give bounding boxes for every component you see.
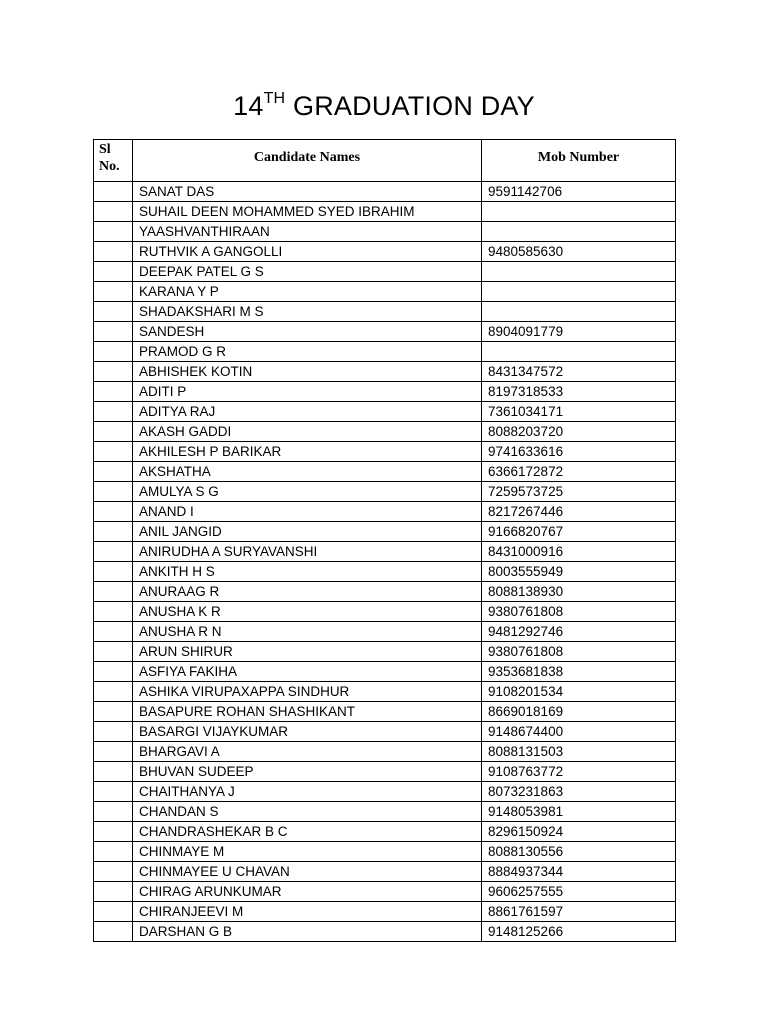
header-mob-number: Mob Number <box>482 140 676 182</box>
title-number: 14 <box>233 91 264 121</box>
candidate-name-cell: BHUVAN SUDEEP <box>133 762 482 782</box>
table-row <box>94 562 676 582</box>
mob-number-cell <box>482 342 676 362</box>
mob-number-cell: 8884937344 <box>482 862 676 882</box>
mob-number-cell: 9380761808 <box>482 602 676 622</box>
mob-number-cell: 8904091779 <box>482 322 676 342</box>
mob-number-cell: 8088203720 <box>482 422 676 442</box>
mob-number-cell: 8003555949 <box>482 562 676 582</box>
candidate-name-cell: ASHIKA VIRUPAXAPPA SINDHUR <box>133 682 482 702</box>
sl-no-cell <box>94 682 133 702</box>
mob-number-cell: 8296150924 <box>482 822 676 842</box>
sl-no-cell <box>94 362 133 382</box>
candidate-name-cell: AKASH GADDI <box>133 422 482 442</box>
table-row <box>94 482 676 502</box>
sl-no-cell <box>94 622 133 642</box>
candidate-name-cell: SHADAKSHARI M S <box>133 302 482 322</box>
table-row <box>94 222 676 242</box>
table-row <box>94 722 676 742</box>
mob-number-cell: 8669018169 <box>482 702 676 722</box>
mob-number-cell: 9166820767 <box>482 522 676 542</box>
candidate-name-cell: CHINMAYE M <box>133 842 482 862</box>
candidate-name-cell: ANUSHA R N <box>133 622 482 642</box>
table-row <box>94 382 676 402</box>
candidate-name-cell: DEEPAK PATEL G S <box>133 262 482 282</box>
candidate-name-cell: AKHILESH P BARIKAR <box>133 442 482 462</box>
table-body <box>94 182 676 942</box>
sl-no-cell <box>94 322 133 342</box>
sl-no-cell <box>94 422 133 442</box>
table-header-row <box>94 140 676 182</box>
sl-no-cell <box>94 582 133 602</box>
table-row <box>94 602 676 622</box>
mob-number-cell: 8088138930 <box>482 582 676 602</box>
candidate-name-cell: SANDESH <box>133 322 482 342</box>
sl-no-cell <box>94 702 133 722</box>
table-row <box>94 182 676 202</box>
sl-no-cell <box>94 302 133 322</box>
candidate-name-cell: ABHISHEK KOTIN <box>133 362 482 382</box>
candidate-name-cell: CHANDAN S <box>133 802 482 822</box>
sl-no-cell <box>94 762 133 782</box>
table-row <box>94 802 676 822</box>
sl-no-cell <box>94 862 133 882</box>
mob-number-cell: 9591142706 <box>482 182 676 202</box>
sl-no-cell <box>94 222 133 242</box>
table-row <box>94 662 676 682</box>
candidate-name-cell: BASAPURE ROHAN SHASHIKANT <box>133 702 482 722</box>
mob-number-cell <box>482 282 676 302</box>
candidate-name-cell: CHIRANJEEVI M <box>133 902 482 922</box>
sl-no-cell <box>94 802 133 822</box>
candidate-name-cell: ADITI P <box>133 382 482 402</box>
sl-no-cell <box>94 402 133 422</box>
table-row <box>94 622 676 642</box>
candidate-name-cell: ARUN SHIRUR <box>133 642 482 662</box>
candidate-name-cell: ANAND I <box>133 502 482 522</box>
candidate-name-cell: CHANDRASHEKAR B C <box>133 822 482 842</box>
table-row <box>94 902 676 922</box>
sl-no-cell <box>94 282 133 302</box>
candidate-name-cell: ANURAAG R <box>133 582 482 602</box>
sl-no-cell <box>94 842 133 862</box>
table-row <box>94 362 676 382</box>
sl-no-cell <box>94 202 133 222</box>
candidate-name-cell: YAASHVANTHIRAAN <box>133 222 482 242</box>
mob-number-cell: 8197318533 <box>482 382 676 402</box>
table-row <box>94 582 676 602</box>
sl-no-cell <box>94 742 133 762</box>
table-row <box>94 442 676 462</box>
table-row <box>94 522 676 542</box>
sl-no-cell <box>94 342 133 362</box>
mob-number-cell: 9148674400 <box>482 722 676 742</box>
sl-no-cell <box>94 502 133 522</box>
sl-no-cell <box>94 602 133 622</box>
sl-no-cell <box>94 462 133 482</box>
table-row <box>94 682 676 702</box>
candidate-name-cell: ANKITH H S <box>133 562 482 582</box>
candidate-name-cell: KARANA Y P <box>133 282 482 302</box>
header-sl-line1: Sl <box>99 142 111 157</box>
table-row <box>94 242 676 262</box>
mob-number-cell: 9108201534 <box>482 682 676 702</box>
sl-no-cell <box>94 642 133 662</box>
mob-number-cell: 9606257555 <box>482 882 676 902</box>
sl-no-cell <box>94 662 133 682</box>
mob-number-cell: 7361034171 <box>482 402 676 422</box>
table-row <box>94 302 676 322</box>
table-row <box>94 402 676 422</box>
candidate-name-cell: CHAITHANYA J <box>133 782 482 802</box>
sl-no-cell <box>94 182 133 202</box>
candidate-name-cell: BHARGAVI A <box>133 742 482 762</box>
mob-number-cell: 7259573725 <box>482 482 676 502</box>
mob-number-cell: 9148125266 <box>482 922 676 942</box>
table-row <box>94 862 676 882</box>
table-row <box>94 822 676 842</box>
sl-no-cell <box>94 262 133 282</box>
candidate-name-cell: DARSHAN G B <box>133 922 482 942</box>
mob-number-cell: 8431000916 <box>482 542 676 562</box>
mob-number-cell: 8861761597 <box>482 902 676 922</box>
sl-no-cell <box>94 242 133 262</box>
mob-number-cell <box>482 202 676 222</box>
mob-number-cell: 9481292746 <box>482 622 676 642</box>
table-row <box>94 742 676 762</box>
mob-number-cell <box>482 262 676 282</box>
candidate-name-cell: ASFIYA FAKIHA <box>133 662 482 682</box>
candidate-name-cell: ANIL JANGID <box>133 522 482 542</box>
sl-no-cell <box>94 822 133 842</box>
mob-number-cell: 9741633616 <box>482 442 676 462</box>
header-candidate-names: Candidate Names <box>133 140 482 182</box>
table-row <box>94 462 676 482</box>
mob-number-cell <box>482 222 676 242</box>
candidate-name-cell: AMULYA S G <box>133 482 482 502</box>
candidate-name-cell: SANAT DAS <box>133 182 482 202</box>
table-row <box>94 782 676 802</box>
candidate-name-cell: SUHAIL DEEN MOHAMMED SYED IBRAHIM <box>133 202 482 222</box>
mob-number-cell: 9108763772 <box>482 762 676 782</box>
page-title <box>0 86 768 126</box>
mob-number-cell: 8431347572 <box>482 362 676 382</box>
table-row <box>94 842 676 862</box>
table-row <box>94 642 676 662</box>
candidate-name-cell: ANIRUDHA A SURYAVANSHI <box>133 542 482 562</box>
sl-no-cell <box>94 902 133 922</box>
table-row <box>94 342 676 362</box>
table-row <box>94 542 676 562</box>
title-text: GRADUATION DAY <box>293 91 535 121</box>
sl-no-cell <box>94 882 133 902</box>
table-row <box>94 882 676 902</box>
table-row <box>94 202 676 222</box>
mob-number-cell: 9380761808 <box>482 642 676 662</box>
header-sl-line2: No. <box>99 159 120 174</box>
table-row <box>94 702 676 722</box>
sl-no-cell <box>94 722 133 742</box>
sl-no-cell <box>94 922 133 942</box>
table-row <box>94 762 676 782</box>
header-sl-no <box>94 140 133 182</box>
mob-number-cell <box>482 302 676 322</box>
candidate-name-cell: RUTHVIK A GANGOLLI <box>133 242 482 262</box>
sl-no-cell <box>94 442 133 462</box>
sl-no-cell <box>94 562 133 582</box>
candidate-name-cell: CHINMAYEE U CHAVAN <box>133 862 482 882</box>
table-row <box>94 282 676 302</box>
candidate-name-cell: ADITYA RAJ <box>133 402 482 422</box>
candidate-table <box>93 139 676 942</box>
candidate-name-cell: AKSHATHA <box>133 462 482 482</box>
sl-no-cell <box>94 542 133 562</box>
table-row <box>94 922 676 942</box>
candidate-name-cell: PRAMOD G R <box>133 342 482 362</box>
mob-number-cell: 8088131503 <box>482 742 676 762</box>
sl-no-cell <box>94 482 133 502</box>
table-row <box>94 322 676 342</box>
mob-number-cell: 9148053981 <box>482 802 676 822</box>
mob-number-cell: 9353681838 <box>482 662 676 682</box>
mob-number-cell: 8073231863 <box>482 782 676 802</box>
mob-number-cell: 8088130556 <box>482 842 676 862</box>
candidate-name-cell: BASARGI VIJAYKUMAR <box>133 722 482 742</box>
sl-no-cell <box>94 522 133 542</box>
candidate-name-cell: ANUSHA K R <box>133 602 482 622</box>
mob-number-cell: 8217267446 <box>482 502 676 522</box>
sl-no-cell <box>94 782 133 802</box>
candidate-name-cell: CHIRAG ARUNKUMAR <box>133 882 482 902</box>
mob-number-cell: 6366172872 <box>482 462 676 482</box>
table-row <box>94 502 676 522</box>
table-row <box>94 422 676 442</box>
title-ordinal-suffix: TH <box>263 90 286 107</box>
mob-number-cell: 9480585630 <box>482 242 676 262</box>
table-row <box>94 262 676 282</box>
sl-no-cell <box>94 382 133 402</box>
